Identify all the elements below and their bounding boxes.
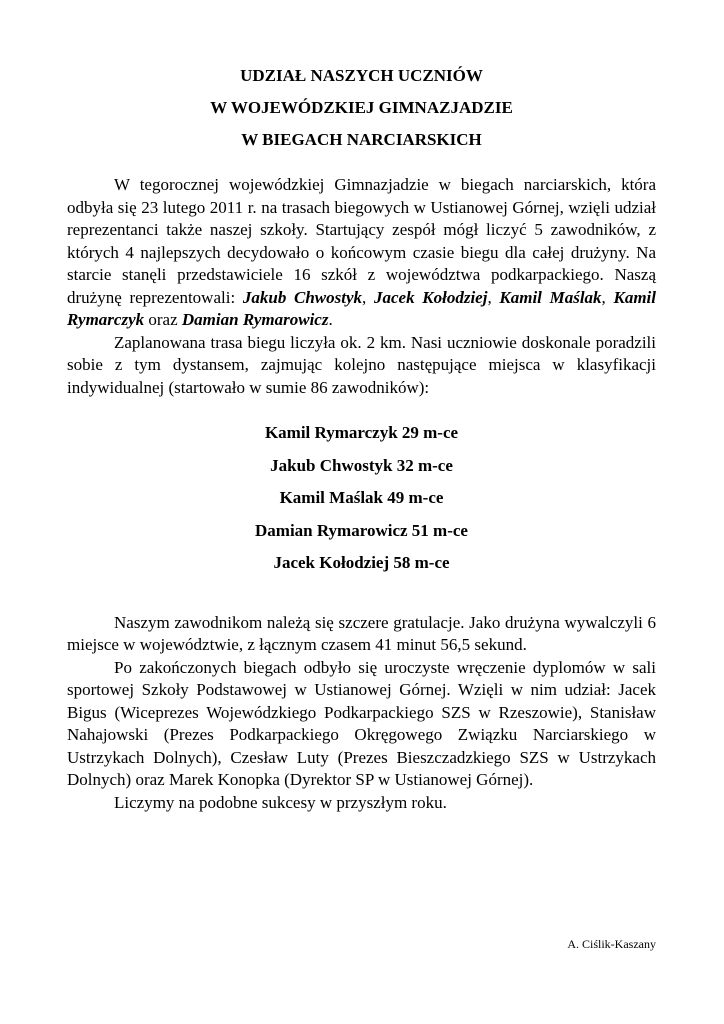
paragraph-congratulations: Naszym zawodnikom należą się szczere gratulacje. Jako drużyna wywalczyli 6 miejsce w województwie, z łącznym czasem 41 minut 56,5 sekund.	[67, 612, 656, 654]
separator: ,	[362, 287, 374, 307]
team-member-name: Kamil Maślak	[499, 287, 602, 307]
paragraph-route: Zaplanowana trasa biegu liczyła ok. 2 km. Nasi uczniowie doskonale poradzili sobie z tym dystansem, zajmując kolejno następujące miejsca w klasyfikacji indywidualnej (startowało w sumie 86 zawodników):	[67, 332, 656, 397]
team-member-name: Damian Rymarowicz	[181, 310, 329, 329]
separator: .	[328, 310, 333, 329]
title-line-2: W WOJEWÓDZKIEJ GIMNAZJADZIE	[210, 98, 513, 117]
result-item: Kamil Rymarczyk 29 m-ce	[264, 423, 459, 442]
title-line-1: UDZIAŁ NASZYCH UCZNIÓW	[240, 66, 483, 85]
separator: ,	[487, 287, 500, 307]
title-line-3: W BIEGACH NARCIARSKICH	[241, 130, 482, 149]
paragraph-intro-text: W tegorocznej wojewódzkiej Gimnazjadzie w biegach narciarskich, która odbyła się 23 lutego 2011 r. na trasach biegowych w Ustianowej Górnej, wzięli udział reprezentanci także naszej szkoły. Startujący zespół mógł liczyć 5 zawodników, z których 4 najlepszych decydowało o końcowym czasie biegu dla całej drużyny. Na starcie stanęli przedstawiciele 16 szkół z województwa podkarpackiego. Naszą drużynę reprezentowali:	[67, 175, 656, 307]
result-item: Kamil Maślak 49 m-ce	[279, 488, 444, 507]
separator: ,	[601, 287, 614, 307]
paragraph-closing: Liczymy na podobne sukcesy w przyszłym roku.	[114, 792, 447, 812]
team-member-name: Jakub Chwostyk	[242, 287, 363, 307]
separator: oraz	[144, 310, 182, 329]
paragraph-ceremony: Po zakończonych biegach odbyło się uroczyste wręczenie dyplomów w sali sportowej Szkoły Podstawowej w Ustianowej Górnej. Wzięli w nim udział: Jacek Bigus (Wiceprezes Wojewódzkiego Podkarpackiego SZS w Rzeszowie), Stanisław Nahajowski (Prezes Podkarpackiego Okręgowego Związku Narciarskiego w Ustrzykach Dolnych), Czesław Luty (Prezes Bieszczadzkiego SZS w Ustrzykach Dolnych) oraz Marek Konopka (Dyrektor SP w Ustianowej Górnej).	[67, 657, 656, 789]
team-member-name: Jacek Kołodziej	[373, 287, 488, 307]
result-item: Damian Rymarowicz 51 m-ce	[255, 520, 468, 540]
results-list	[67, 417, 656, 580]
paragraph-intro	[67, 174, 656, 332]
document-page	[67, 60, 656, 814]
author-signature: A. Ciślik-Kaszany	[567, 937, 656, 951]
result-item: Jakub Chwostyk 32 m-ce	[270, 455, 453, 475]
title-block	[67, 60, 656, 156]
result-item: Jacek Kołodziej 58 m-ce	[273, 553, 450, 572]
team-member-name: Kamil Rymarczyk	[67, 287, 657, 329]
